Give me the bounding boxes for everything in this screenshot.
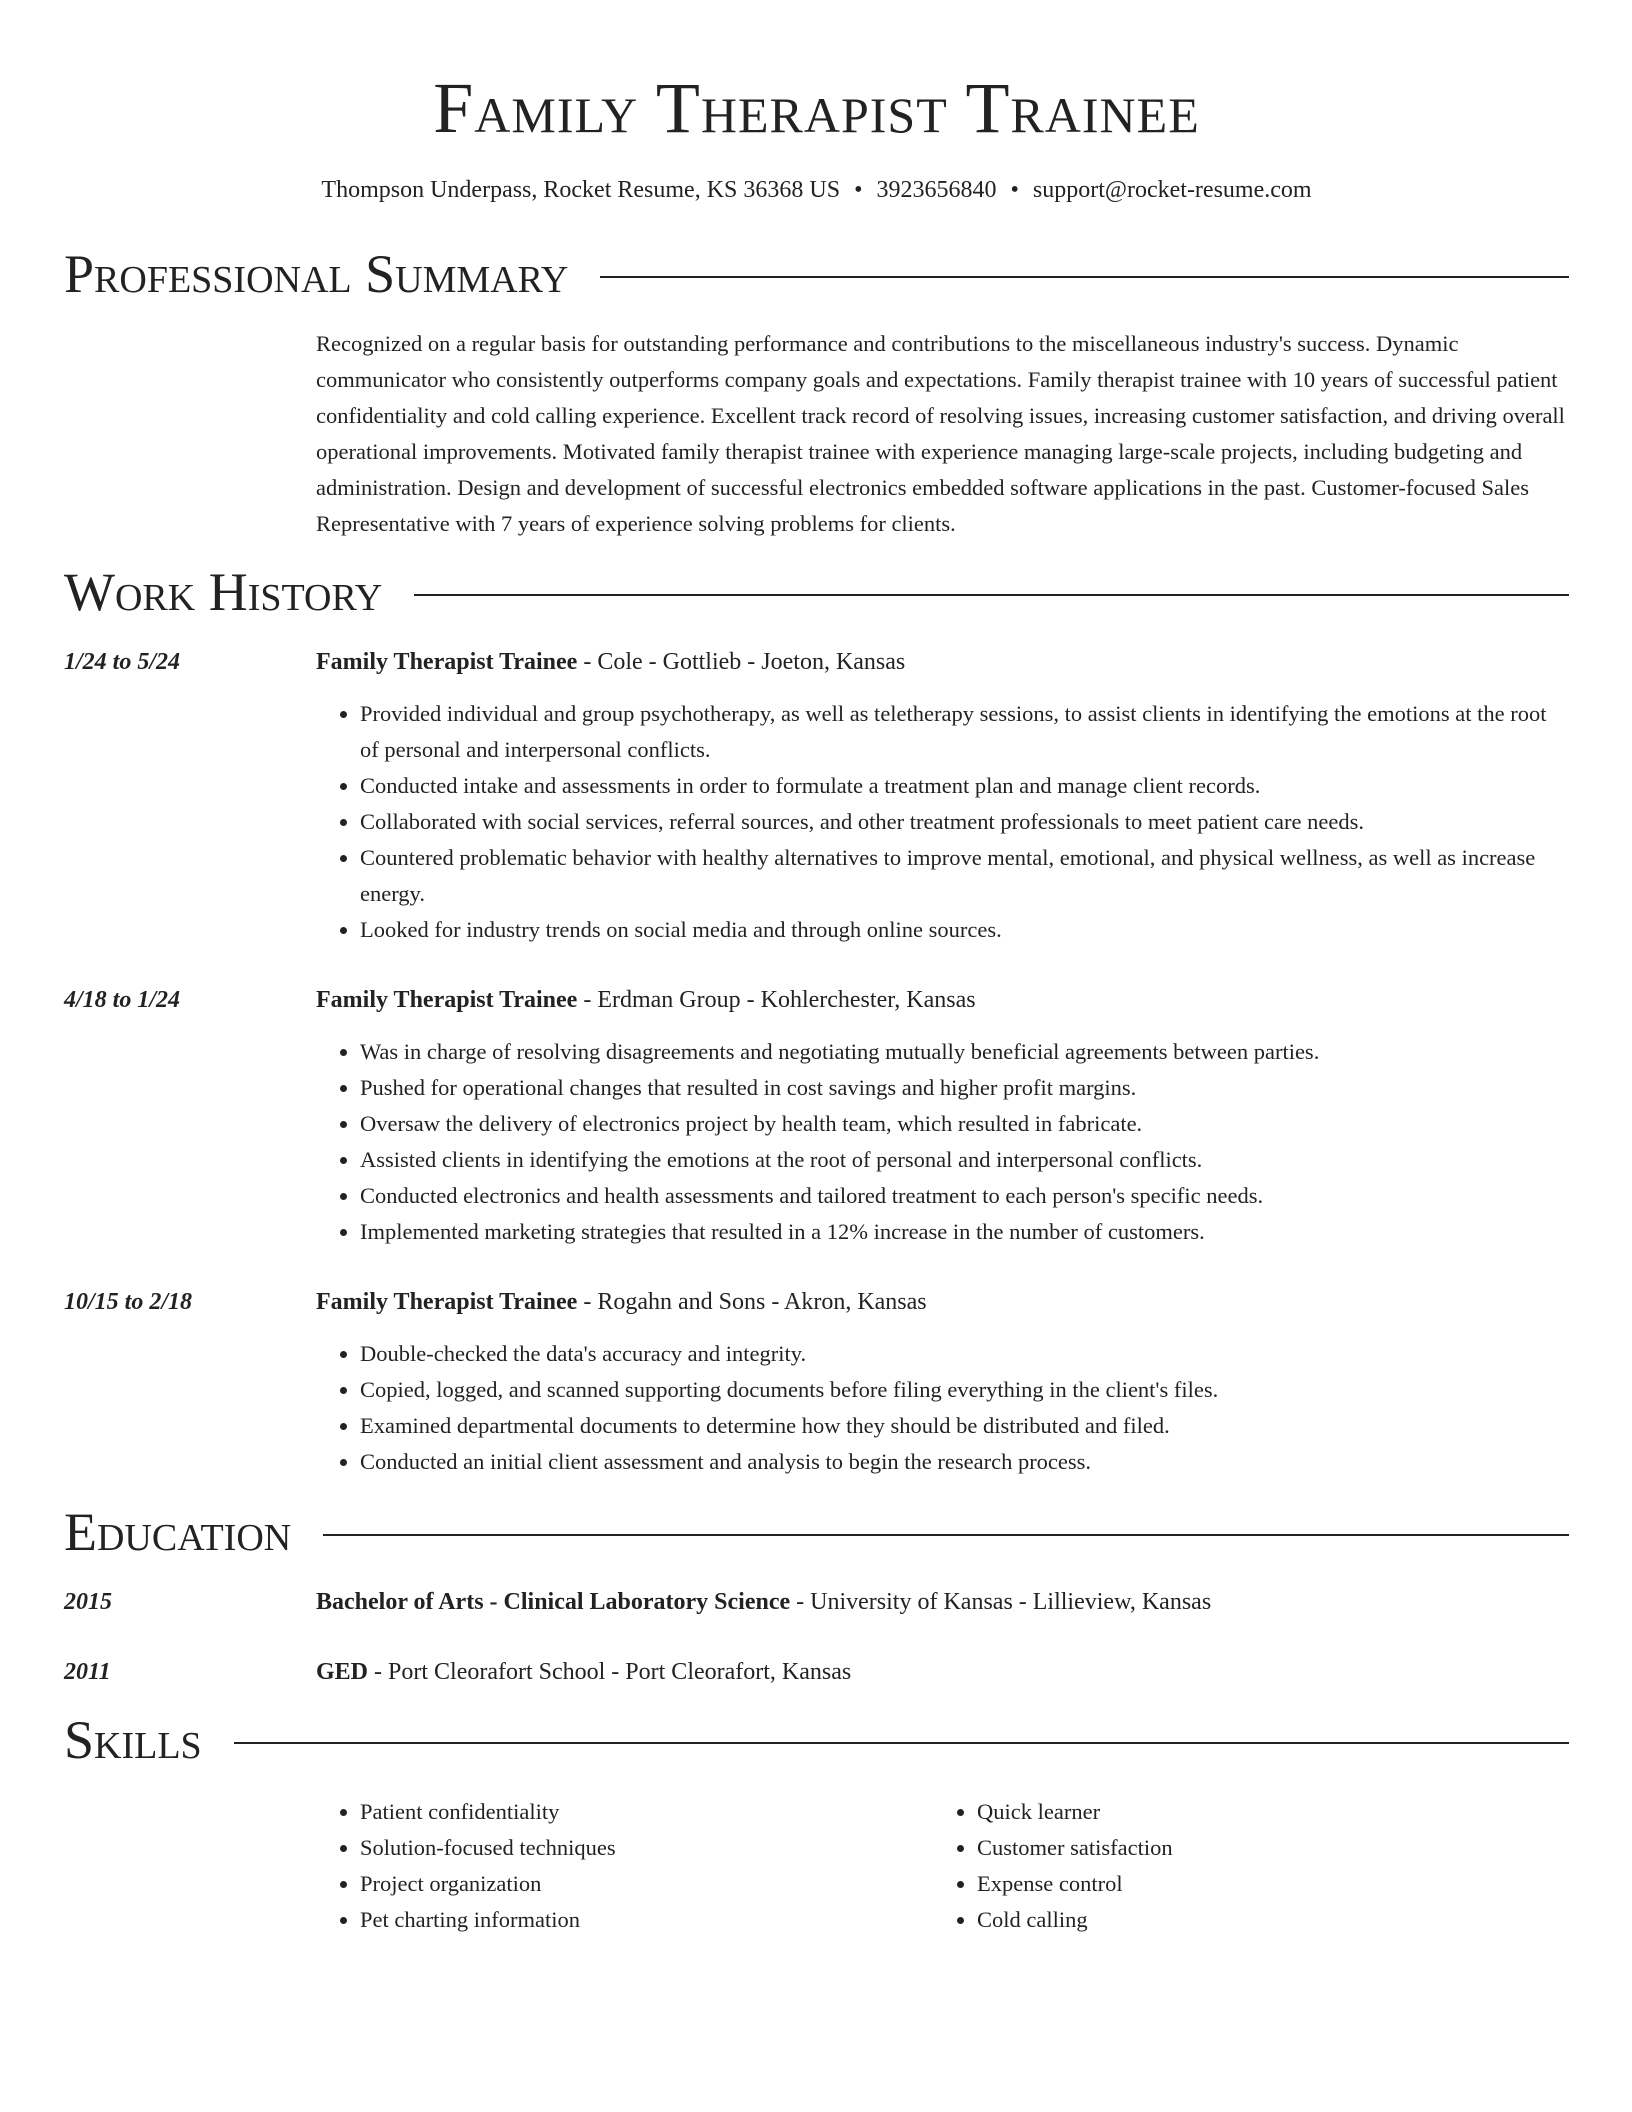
skill-item: • Customer satisfaction <box>977 1830 1550 1866</box>
skills-section-title: Skills <box>64 1710 202 1770</box>
section-divider <box>323 1534 1569 1536</box>
job-bullet: • Double-checked the data's accuracy and integrity. <box>360 1336 1569 1372</box>
education-year: 2015 <box>64 1589 112 1615</box>
section-divider <box>600 276 1569 278</box>
education-entry <box>64 1584 1569 1620</box>
skills-list <box>316 1794 1569 1938</box>
education-degree: GED <box>316 1659 369 1685</box>
job-role: Family Therapist Trainee <box>316 987 578 1013</box>
skill-item: • Cold calling <box>977 1902 1550 1938</box>
job-bullets <box>316 696 1569 948</box>
job-bullet: • Implemented marketing strategies that resulted in a 12% increase in the number of customers. <box>360 1214 1569 1250</box>
job-bullet: • Looked for industry trends on social media and through online sources. <box>360 912 1569 948</box>
job-company: - Cole - Gottlieb - Joeton, Kansas <box>577 649 906 675</box>
job-dates: 4/18 to 1/24 <box>64 987 181 1013</box>
contact-address: Thompson Underpass, Rocket Resume, KS 36368 US <box>321 177 841 203</box>
job-bullets <box>316 1034 1569 1250</box>
skill-item: • Quick learner <box>977 1794 1550 1830</box>
job-role: Family Therapist Trainee <box>316 649 578 675</box>
job-title-line <box>316 982 1569 1018</box>
job-company: - Erdman Group - Kohlerchester, Kansas <box>577 987 976 1013</box>
job-body <box>316 1284 1569 1480</box>
education-section-header <box>64 1500 1569 1564</box>
skill-item: • Patient confidentiality <box>360 1794 933 1830</box>
job-entry <box>64 1284 1569 1480</box>
job-bullet: • Assisted clients in identifying the emotions at the root of personal and interpersonal conflicts. <box>360 1142 1569 1178</box>
job-bullet: • Provided individual and group psychotherapy, as well as teletherapy sessions, to assist clients in identifying the emotions at the root of personal and interpersonal conflicts. <box>360 696 1569 768</box>
skill-item: • Solution-focused techniques <box>360 1830 933 1866</box>
resume-page <box>64 0 1569 1938</box>
contact-separator: • <box>1010 177 1019 203</box>
job-bullets <box>316 1336 1569 1480</box>
job-bullet: • Was in charge of resolving disagreements and negotiating mutually beneficial agreements between parties. <box>360 1034 1569 1070</box>
job-title-line <box>316 1284 1569 1320</box>
skill-item: • Pet charting information <box>360 1902 933 1938</box>
job-bullet: • Conducted electronics and health assessments and tailored treatment to each person's specific needs. <box>360 1178 1569 1214</box>
job-dates: 10/15 to 2/18 <box>64 1289 193 1315</box>
job-bullet: • Countered problematic behavior with healthy alternatives to improve mental, emotional, and physical wellness, as well as increase energy. <box>360 840 1569 912</box>
contact-line <box>64 174 1569 206</box>
section-divider <box>414 594 1569 596</box>
summary-section-title: Professional Summary <box>64 244 569 304</box>
education-line <box>316 1654 1569 1690</box>
job-role: Family Therapist Trainee <box>316 1289 578 1315</box>
job-body <box>316 644 1569 948</box>
skill-item: • Expense control <box>977 1866 1550 1902</box>
job-entry <box>64 644 1569 948</box>
candidate-name: Family Therapist Trainee <box>433 68 1200 148</box>
job-bullet: • Pushed for operational changes that resulted in cost savings and higher profit margins. <box>360 1070 1569 1106</box>
education-degree: Bachelor of Arts - Clinical Laboratory Science <box>316 1589 791 1615</box>
skills-column-right <box>933 1794 1550 1938</box>
job-bullet: • Conducted intake and assessments in order to formulate a treatment plan and manage client records. <box>360 768 1569 804</box>
job-title-line <box>316 644 1569 680</box>
education-line <box>316 1584 1569 1620</box>
skills-section-header <box>64 1708 1569 1772</box>
job-dates: 1/24 to 5/24 <box>64 649 181 675</box>
job-bullet: • Examined departmental documents to determine how they should be distributed and filed. <box>360 1408 1569 1444</box>
job-bullet: • Copied, logged, and scanned supporting documents before filing everything in the client's files. <box>360 1372 1569 1408</box>
work-section-header <box>64 560 1569 624</box>
summary-section-header <box>64 242 1569 306</box>
contact-phone: 3923656840 <box>876 177 997 203</box>
skill-item: • Project organization <box>360 1866 933 1902</box>
summary-text: Recognized on a regular basis for outstanding performance and contributions to the miscellaneous industry's success. Dynamic communicator who consistently outperforms company goals and expectations. Family therapist trainee with 10 years of successful patient confidentiality and cold calling experience. Excellent track record of resolving issues, increasing customer satisfaction, and driving overall operational improvements. Motivated family therapist trainee with experience managing large-scale projects, including budgeting and administration. Design and development of successful electronics embedded software applications in the past. Customer-focused Sales Representative with 7 years of experience solving problems for clients. <box>316 331 1565 536</box>
skills-column-left <box>316 1794 933 1938</box>
contact-email: support@rocket-resume.com <box>1032 177 1312 203</box>
education-year: 2011 <box>64 1659 111 1685</box>
job-company: - Rogahn and Sons - Akron, Kansas <box>577 1289 927 1315</box>
job-bullet: • Conducted an initial client assessment and analysis to begin the research process. <box>360 1444 1569 1480</box>
job-body <box>316 982 1569 1250</box>
job-entry <box>64 982 1569 1250</box>
education-entry <box>64 1654 1569 1690</box>
work-section-title: Work History <box>64 562 383 622</box>
section-divider <box>234 1742 1569 1744</box>
contact-separator: • <box>854 177 863 203</box>
education-school: - University of Kansas - Lillieview, Kansas <box>790 1589 1212 1615</box>
job-bullet: • Oversaw the delivery of electronics project by health team, which resulted in fabricate. <box>360 1106 1569 1142</box>
education-section-title: Education <box>64 1502 292 1562</box>
education-school: - Port Cleorafort School - Port Cleorafort, Kansas <box>368 1659 852 1685</box>
job-bullet: • Collaborated with social services, referral sources, and other treatment professionals to meet patient care needs. <box>360 804 1569 840</box>
